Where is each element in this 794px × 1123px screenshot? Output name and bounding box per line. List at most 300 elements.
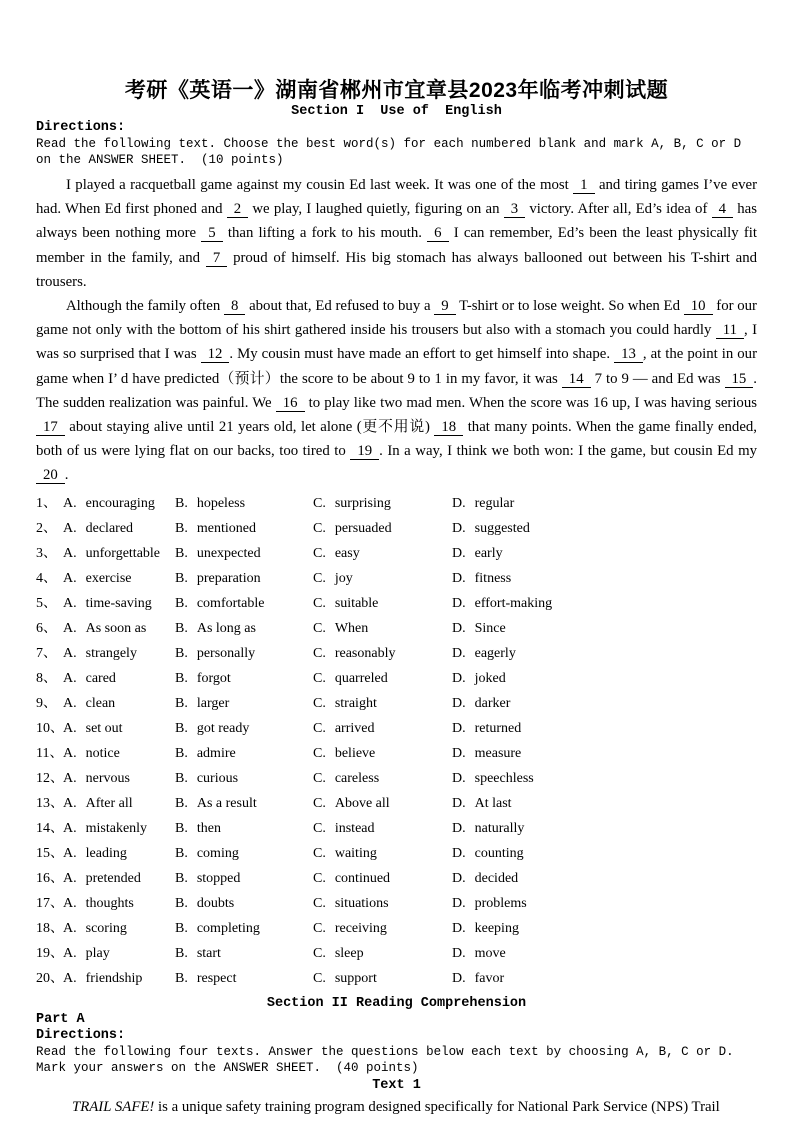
option-a (63, 716, 175, 741)
option-letter: C. (313, 545, 326, 561)
option-word: returned (474, 720, 522, 736)
option-letter: A. (63, 495, 77, 511)
option-d (452, 791, 757, 816)
cloze-blank-9: 9 (434, 299, 455, 315)
option-letter: D. (452, 770, 466, 786)
option-b (175, 566, 313, 591)
option-word: declared (85, 520, 134, 536)
option-letter: B. (175, 970, 188, 986)
option-word: joked (474, 670, 506, 686)
option-letter: D. (452, 745, 466, 761)
option-word: fitness (474, 570, 512, 586)
question-row-2 (36, 516, 757, 541)
option-letter: C. (313, 770, 326, 786)
passage-paragraph: I played a racquetball game against my cousin Ed last week. It was one of the most 1 and tiring games I’ve ever had. When Ed first phoned and 2 we play, I laughed quietly, figuring on an 3 victory. After all, Ed’s idea of 4 has always been nothing more 5 than lifting a fork to his mouth. 6 I can remember, Ed’s been the least physically fit member in the family, and 7 proud of himself. His big stomach has always ballooned out between his T-shirt and trousers. (36, 177, 757, 290)
cloze-blank-1: 1 (573, 178, 594, 194)
option-word: unexpected (196, 545, 261, 561)
option-letter: D. (452, 920, 466, 936)
option-letter: A. (63, 845, 77, 861)
option-letter: C. (313, 620, 326, 636)
cloze-blank-20: 20 (36, 468, 65, 484)
cloze-passage (36, 173, 757, 488)
option-a (63, 666, 175, 691)
option-letter: B. (175, 520, 188, 536)
option-word: nervous (85, 770, 130, 786)
option-letter: A. (63, 945, 77, 961)
option-word: As soon as (85, 620, 147, 636)
option-d (452, 966, 757, 991)
option-a (63, 591, 175, 616)
question-row-13 (36, 791, 757, 816)
question-number: 3、 (36, 545, 57, 561)
option-letter: A. (63, 920, 77, 936)
option-b (175, 616, 313, 641)
option-word: continued (334, 870, 391, 886)
option-letter: A. (63, 820, 77, 836)
option-letter: B. (175, 895, 188, 911)
option-letter: C. (313, 745, 326, 761)
option-word: measure (474, 745, 522, 761)
text1-intro-rest: is a unique safety training program designed specifically for National Park Service (NPS) Trail (154, 1098, 720, 1115)
option-letter: B. (175, 870, 188, 886)
option-letter: C. (313, 570, 326, 586)
passage-paragraph: Although the family often 8 about that, Ed refused to buy a 9 T-shirt or to lose weight. So when Ed 10 for our game not only with the bottom of his shirt gathered inside his trousers but also with a stomach you could hardly 11 , I was so surprised that I was 12 . My cousin must have made an effort to get himself into shape. 13 , at the point in our game when I’ d have predicted（预计）the score to be about 9 to 1 in my favor, it was 14 7 to 9 — and Ed was 15 . The sudden realization was painful. We 16 to play like two mad men. When the score was 16 up, I was having serious 17 about staying alive until 21 years old, let alone (更不用说) 18 that many points. When the game finally ended, both of us were lying flat on our backs, too tired to 19 . In a way, I think we both won: I the game, but cousin Ed my 20 . (36, 298, 757, 484)
option-letter: C. (313, 595, 326, 611)
cloze-blank-11: 11 (716, 323, 744, 339)
option-word: strangely (85, 645, 137, 661)
cloze-blank-2: 2 (227, 202, 248, 218)
cloze-blank-16: 16 (276, 396, 305, 412)
option-word: Since (474, 620, 506, 636)
option-a (63, 541, 175, 566)
option-word: quarreled (334, 670, 388, 686)
option-letter: C. (313, 495, 326, 511)
option-c (313, 616, 452, 641)
option-b (175, 966, 313, 991)
option-word: preparation (196, 570, 261, 586)
option-word: curious (196, 770, 239, 786)
question-number: 19、 (36, 945, 64, 961)
cloze-blank-8: 8 (224, 299, 245, 315)
question-row-15 (36, 841, 757, 866)
option-word: scoring (85, 920, 127, 936)
option-d (452, 516, 757, 541)
option-letter: B. (175, 595, 188, 611)
option-word: respect (196, 970, 237, 986)
option-b (175, 716, 313, 741)
cloze-blank-12: 12 (201, 347, 230, 363)
option-letter: D. (452, 495, 466, 511)
option-word: notice (85, 745, 120, 761)
option-word: admire (196, 745, 236, 761)
option-letter: A. (63, 620, 77, 636)
option-d (452, 766, 757, 791)
question-row-7 (36, 641, 757, 666)
option-letter: C. (313, 720, 326, 736)
option-c (313, 691, 452, 716)
option-a (63, 791, 175, 816)
question-row-10 (36, 716, 757, 741)
option-letter: B. (175, 770, 188, 786)
option-word: got ready (196, 720, 250, 736)
question-number: 17、 (36, 895, 64, 911)
option-b (175, 666, 313, 691)
option-word: friendship (85, 970, 143, 986)
question-row-18 (36, 916, 757, 941)
option-letter: C. (313, 820, 326, 836)
option-b (175, 516, 313, 541)
option-word: easy (334, 545, 360, 561)
option-letter: D. (452, 570, 466, 586)
option-word: coming (196, 845, 239, 861)
option-c (313, 816, 452, 841)
option-b (175, 641, 313, 666)
option-c (313, 541, 452, 566)
option-letter: B. (175, 745, 188, 761)
option-letter: A. (63, 720, 77, 736)
question-number: 6、 (36, 620, 57, 636)
option-letter: B. (175, 795, 188, 811)
option-d (452, 541, 757, 566)
option-a (63, 916, 175, 941)
option-letter: D. (452, 670, 466, 686)
option-word: receiving (334, 920, 387, 936)
question-number: 20、 (36, 970, 64, 986)
option-a (63, 566, 175, 591)
option-letter: B. (175, 620, 188, 636)
question-number: 16、 (36, 870, 64, 886)
question-row-11 (36, 741, 757, 766)
option-word: personally (196, 645, 256, 661)
question-number: 10、 (36, 720, 64, 736)
cloze-blank-18: 18 (434, 420, 463, 436)
cloze-blank-3: 3 (504, 202, 525, 218)
option-word: forgot (196, 670, 231, 686)
option-word: When (334, 620, 369, 636)
option-a (63, 766, 175, 791)
option-word: eagerly (474, 645, 516, 661)
question-row-5 (36, 591, 757, 616)
question-number: 7、 (36, 645, 57, 661)
option-a (63, 691, 175, 716)
option-word: unforgettable (85, 545, 161, 561)
question-number: 15、 (36, 845, 64, 861)
question-number: 12、 (36, 770, 64, 786)
option-word: darker (474, 695, 511, 711)
option-letter: C. (313, 795, 326, 811)
option-word: naturally (474, 820, 525, 836)
question-row-14 (36, 816, 757, 841)
cloze-blank-6: 6 (427, 226, 448, 242)
option-word: As long as (196, 620, 256, 636)
option-letter: D. (452, 545, 466, 561)
option-c (313, 716, 452, 741)
option-letter: D. (452, 720, 466, 736)
option-word: mistakenly (85, 820, 148, 836)
text1-intro-italic: TRAIL SAFE! (72, 1098, 155, 1115)
text1-intro (36, 1095, 757, 1119)
option-c (313, 916, 452, 941)
option-letter: D. (452, 645, 466, 661)
option-letter: A. (63, 695, 77, 711)
option-a (63, 616, 175, 641)
option-d (452, 591, 757, 616)
cloze-blank-19: 19 (350, 444, 379, 460)
option-b (175, 816, 313, 841)
option-word: favor (474, 970, 505, 986)
option-letter: B. (175, 920, 188, 936)
option-word: As a result (196, 795, 257, 811)
option-c (313, 841, 452, 866)
option-letter: D. (452, 520, 466, 536)
option-letter: A. (63, 770, 77, 786)
option-letter: C. (313, 695, 326, 711)
cloze-blank-5: 5 (201, 226, 222, 242)
option-word: play (85, 945, 110, 961)
option-word: early (474, 545, 503, 561)
question-row-4 (36, 566, 757, 591)
option-word: counting (474, 845, 524, 861)
option-a (63, 891, 175, 916)
option-d (452, 491, 757, 516)
question-number: 18、 (36, 920, 64, 936)
question-row-17 (36, 891, 757, 916)
option-word: surprising (334, 495, 391, 511)
option-letter: A. (63, 670, 77, 686)
option-word: doubts (196, 895, 235, 911)
option-letter: B. (175, 945, 188, 961)
option-a (63, 841, 175, 866)
text1-label: Text 1 (372, 1077, 421, 1093)
option-b (175, 916, 313, 941)
option-d (452, 566, 757, 591)
cloze-blank-17: 17 (36, 420, 65, 436)
option-letter: D. (452, 820, 466, 836)
page-title: 考研《英语一》湖南省郴州市宜章县2023年临考冲刺试题 (124, 79, 669, 102)
option-d (452, 866, 757, 891)
question-number: 9、 (36, 695, 57, 711)
section1-heading: Section I Use of English (291, 104, 502, 119)
option-c (313, 491, 452, 516)
option-word: problems (474, 895, 527, 911)
option-word: support (334, 970, 377, 986)
option-b (175, 791, 313, 816)
question-row-9 (36, 691, 757, 716)
option-word: situations (334, 895, 389, 911)
option-word: waiting (334, 845, 377, 861)
option-letter: A. (63, 545, 77, 561)
option-b (175, 691, 313, 716)
option-word: At last (474, 795, 512, 811)
question-row-20 (36, 966, 757, 991)
option-letter: A. (63, 745, 77, 761)
option-c (313, 566, 452, 591)
option-d (452, 891, 757, 916)
option-d (452, 716, 757, 741)
cloze-blank-10: 10 (684, 299, 713, 315)
option-a (63, 491, 175, 516)
option-a (63, 516, 175, 541)
question-row-3 (36, 541, 757, 566)
option-word: effort-making (474, 595, 553, 611)
option-c (313, 941, 452, 966)
option-letter: A. (63, 570, 77, 586)
question-row-8 (36, 666, 757, 691)
option-c (313, 891, 452, 916)
question-number: 13、 (36, 795, 64, 811)
option-word: leading (85, 845, 127, 861)
option-c (313, 741, 452, 766)
option-b (175, 866, 313, 891)
option-letter: D. (452, 845, 466, 861)
option-letter: B. (175, 670, 188, 686)
option-letter: A. (63, 870, 77, 886)
option-letter: B. (175, 695, 188, 711)
cloze-options (36, 491, 757, 991)
question-row-1 (36, 491, 757, 516)
option-letter: B. (175, 570, 188, 586)
option-a (63, 966, 175, 991)
option-letter: D. (452, 595, 466, 611)
option-word: suggested (474, 520, 530, 536)
option-d (452, 691, 757, 716)
option-d (452, 816, 757, 841)
option-d (452, 741, 757, 766)
option-letter: B. (175, 720, 188, 736)
question-row-19 (36, 941, 757, 966)
option-word: pretended (85, 870, 141, 886)
option-word: stopped (196, 870, 241, 886)
option-letter: D. (452, 870, 466, 886)
option-letter: C. (313, 970, 326, 986)
question-number: 4、 (36, 570, 57, 586)
option-letter: C. (313, 870, 326, 886)
section2-heading: Section II Reading Comprehension (266, 995, 527, 1011)
option-letter: B. (175, 495, 188, 511)
option-c (313, 641, 452, 666)
option-a (63, 641, 175, 666)
option-word: suitable (334, 595, 379, 611)
option-word: persuaded (334, 520, 392, 536)
option-word: regular (474, 495, 515, 511)
option-word: hopeless (196, 495, 246, 511)
option-word: then (196, 820, 221, 836)
option-word: exercise (85, 570, 132, 586)
option-letter: A. (63, 970, 77, 986)
question-number: 2、 (36, 520, 57, 536)
option-letter: C. (313, 945, 326, 961)
option-letter: A. (63, 645, 77, 661)
option-letter: D. (452, 945, 466, 961)
option-word: start (196, 945, 221, 961)
option-letter: A. (63, 520, 77, 536)
option-word: Above all (334, 795, 390, 811)
option-word: comfortable (196, 595, 265, 611)
option-d (452, 841, 757, 866)
option-word: encouraging (85, 495, 155, 511)
option-word: larger (196, 695, 230, 711)
option-word: joy (334, 570, 353, 586)
option-b (175, 591, 313, 616)
option-a (63, 816, 175, 841)
option-c (313, 966, 452, 991)
cloze-blank-4: 4 (712, 202, 733, 218)
option-letter: B. (175, 645, 188, 661)
option-letter: C. (313, 520, 326, 536)
option-d (452, 916, 757, 941)
option-b (175, 766, 313, 791)
question-number: 14、 (36, 820, 64, 836)
option-letter: D. (452, 620, 466, 636)
option-letter: D. (452, 795, 466, 811)
option-letter: A. (63, 895, 77, 911)
option-c (313, 591, 452, 616)
option-c (313, 666, 452, 691)
question-number: 1、 (36, 495, 57, 511)
option-letter: C. (313, 895, 326, 911)
option-letter: C. (313, 670, 326, 686)
cloze-blank-14: 14 (562, 372, 591, 388)
option-d (452, 666, 757, 691)
option-letter: D. (452, 970, 466, 986)
option-letter: A. (63, 595, 77, 611)
option-word: time-saving (85, 595, 152, 611)
option-letter: B. (175, 820, 188, 836)
option-word: move (474, 945, 506, 961)
option-word: instead (334, 820, 375, 836)
option-c (313, 766, 452, 791)
cloze-blank-15: 15 (725, 372, 754, 388)
option-b (175, 941, 313, 966)
option-word: careless (334, 770, 380, 786)
option-b (175, 741, 313, 766)
section1-directions-text: Read the following text. Choose the best word(s) for each numbered blank and mark A, B, C or D on the ANSWER SHEET. (10 points) (36, 137, 749, 167)
option-word: set out (85, 720, 123, 736)
question-row-16 (36, 866, 757, 891)
option-d (452, 941, 757, 966)
option-c (313, 866, 452, 891)
option-letter: A. (63, 795, 77, 811)
option-letter: C. (313, 845, 326, 861)
option-letter: D. (452, 895, 466, 911)
option-word: completing (196, 920, 260, 936)
option-word: decided (474, 870, 519, 886)
option-b (175, 841, 313, 866)
section1-directions-label: Directions: (36, 120, 126, 135)
option-word: thoughts (85, 895, 134, 911)
option-a (63, 741, 175, 766)
option-word: After all (85, 795, 133, 811)
question-number: 8、 (36, 670, 57, 686)
option-word: sleep (334, 945, 364, 961)
question-row-6 (36, 616, 757, 641)
option-c (313, 516, 452, 541)
option-word: reasonably (334, 645, 396, 661)
option-word: speechless (474, 770, 534, 786)
option-letter: B. (175, 545, 188, 561)
option-word: clean (85, 695, 116, 711)
question-number: 11、 (36, 745, 64, 761)
option-word: cared (85, 670, 116, 686)
option-b (175, 541, 313, 566)
question-number: 5、 (36, 595, 57, 611)
section2-part-label: Part A (36, 1011, 85, 1027)
section2-directions-label: Directions: (36, 1027, 126, 1043)
option-word: mentioned (196, 520, 256, 536)
option-b (175, 891, 313, 916)
option-d (452, 641, 757, 666)
option-b (175, 491, 313, 516)
